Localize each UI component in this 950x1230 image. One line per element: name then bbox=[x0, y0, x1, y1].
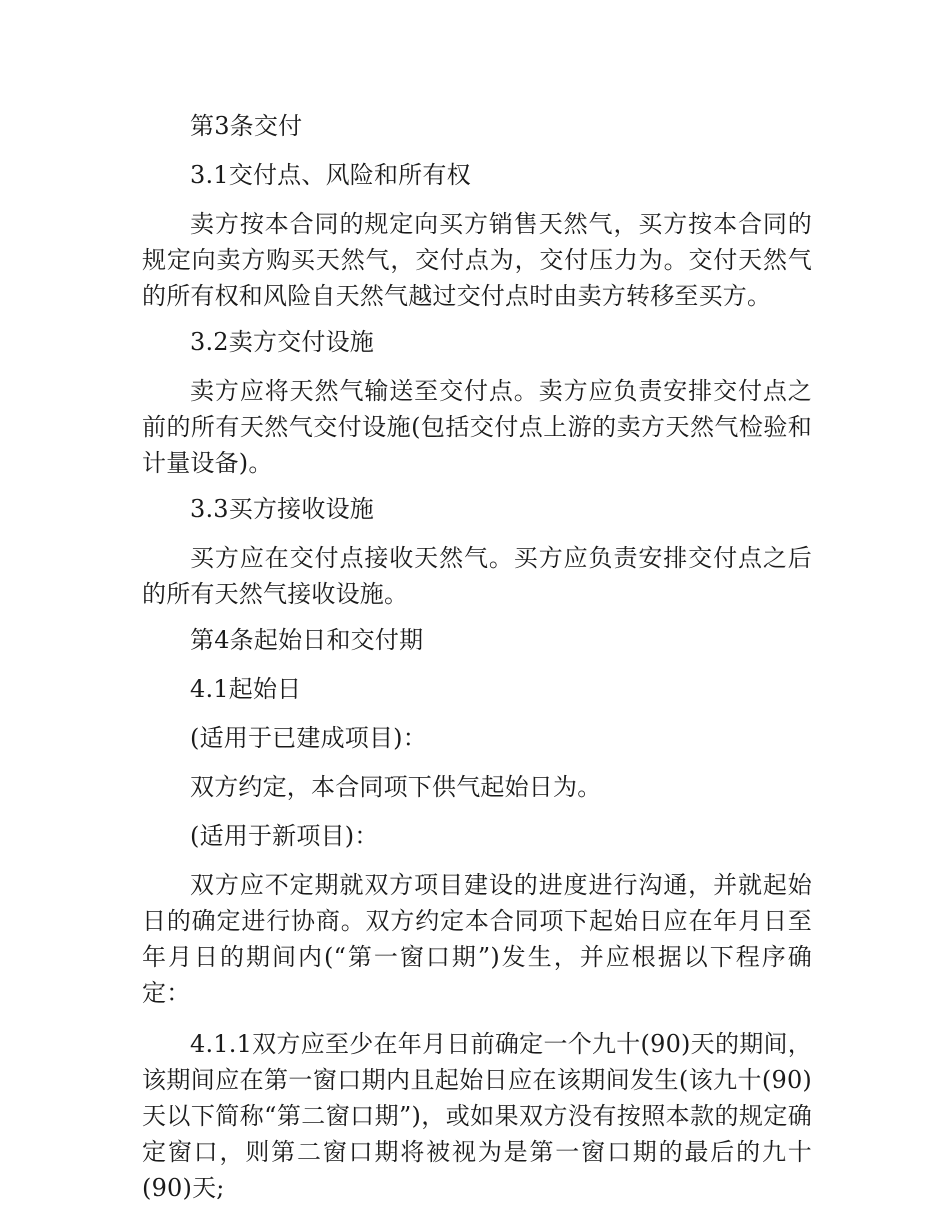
section-3-2-body: 卖方应将天然气输送至交付点。卖方应负责安排交付点之前的所有天然气交付设施(包括交付点上游的卖方天然气检验和计量设备)。 bbox=[142, 377, 812, 477]
applicability-note-existing: (适用于已建成项目)： bbox=[190, 724, 427, 752]
article-3-heading: 第3条交付 bbox=[190, 112, 303, 140]
window-period-body: 双方应不定期就双方项目建设的进度进行沟通，并就起始日的确定进行协商。双方约定本合同项下起始日应在年月日至年月日的期间内(“第一窗口期”)发生，并应根据以下程序确定： bbox=[142, 871, 812, 1007]
section-4-1-1-body: 4.1.1双方应至少在年月日前确定一个九十(90)天的期间，该期间应在第一窗口期内且起始日应在该期间发生(该九十(90)天以下简称“第二窗口期”)，或如果双方没有按照本款的规定确定窗口，则第二窗口期将被视为是第一窗口期的最后的九十(90)天; bbox=[142, 1030, 812, 1202]
section-3-1-heading: 3.1交付点、风险和所有权 bbox=[190, 161, 471, 189]
section-3-3-body: 买方应在交付点接收天然气。买方应负责安排交付点之后的所有天然气接收设施。 bbox=[142, 544, 812, 608]
start-date-agreement: 双方约定，本合同项下供气起始日为。 bbox=[190, 773, 602, 801]
section-3-2-heading: 3.2卖方交付设施 bbox=[190, 328, 374, 356]
document-body bbox=[142, 108, 812, 1219]
section-3-1-body: 卖方按本合同的规定向买方销售天然气，买方按本合同的规定向卖方购买天然气，交付点为，交付压力为。交付天然气的所有权和风险自天然气越过交付点时由卖方转移至买方。 bbox=[142, 210, 812, 310]
article-4-heading: 第4条起始日和交付期 bbox=[190, 626, 424, 654]
section-3-3-heading: 3.3买方接收设施 bbox=[190, 495, 374, 523]
section-4-1-heading: 4.1起始日 bbox=[190, 675, 302, 703]
applicability-note-new: (适用于新项目)： bbox=[190, 822, 379, 850]
